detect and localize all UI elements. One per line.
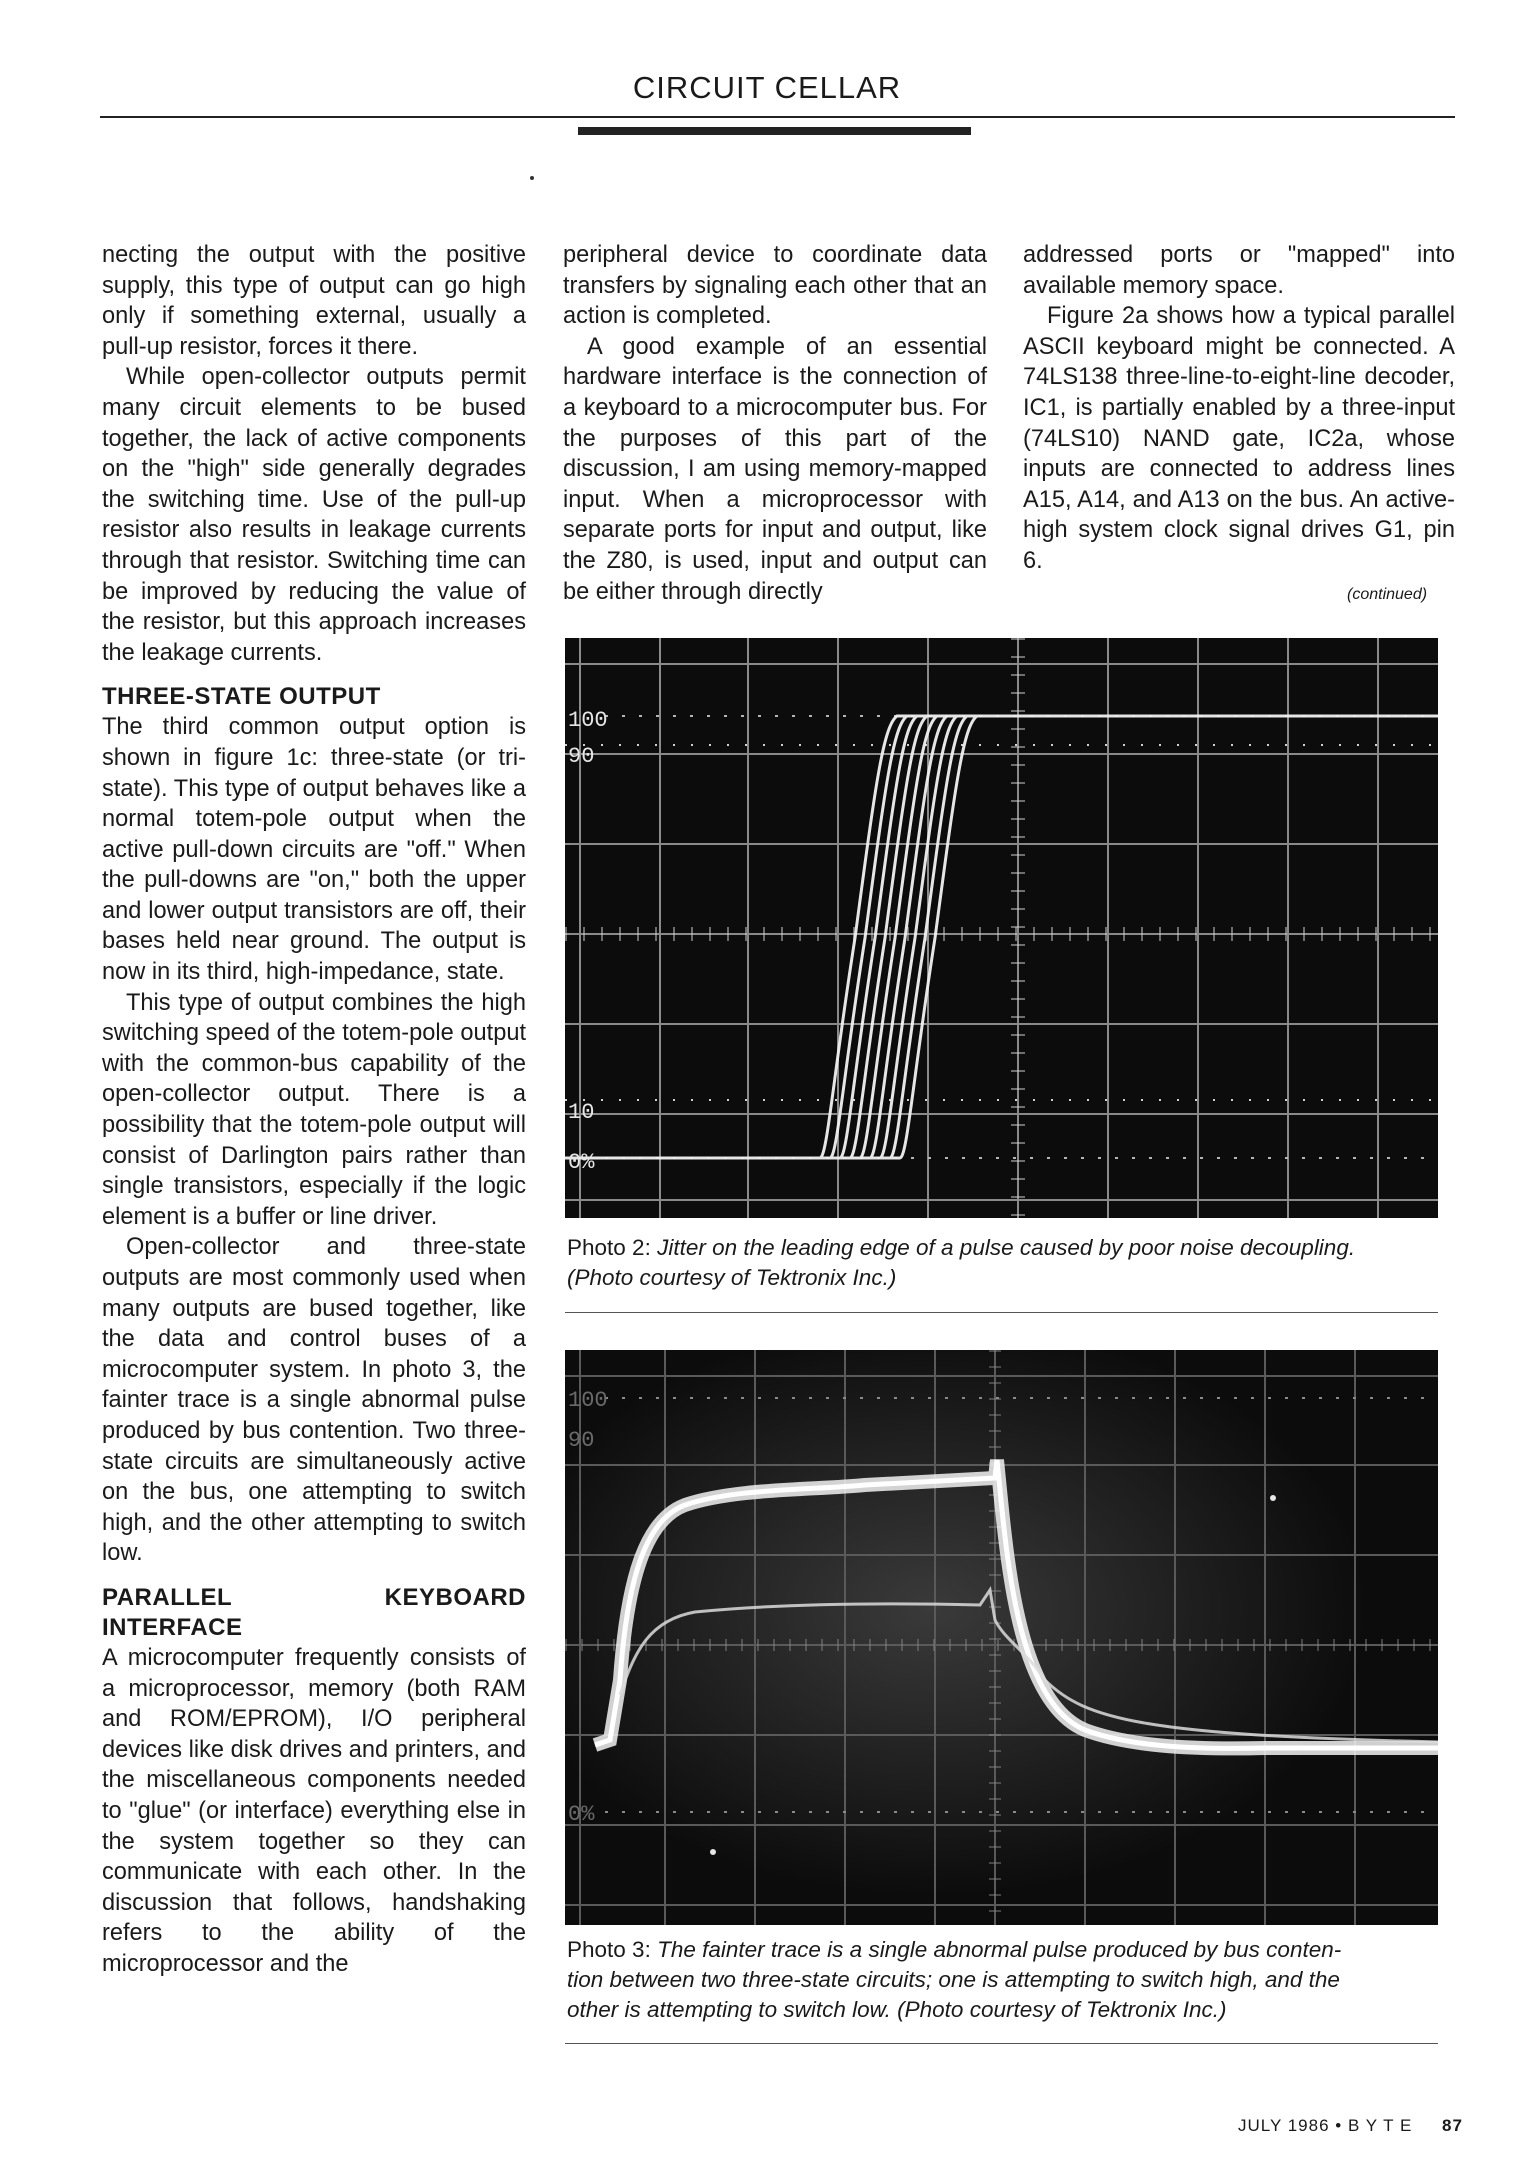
caption-text: tion between two three-state circuits; one is attempting to switch high, and the <box>567 1967 1340 1992</box>
paragraph: This type of output combines the high switching speed of the totem-pole output with the common-bus capability of the open-collector output. There is a possibility that the totem-pole output will consist of Darlington pairs rather than single transistors, especially if the logic element is a buffer or line driver. <box>102 989 526 1230</box>
scope-dot <box>710 1849 716 1855</box>
paragraph: A good example of an essential hardware interface is the connection of a keyboard to a microcomputer bus. For the purposes of this part of the discussion, I am using memory-mapped input. When a microprocessor with separate ports for input and output, like the Z80, is used, input and output can be either through directly <box>563 333 987 605</box>
section-title: CIRCUIT CELLAR <box>632 70 902 105</box>
caption-label: Photo 3: <box>567 1937 651 1962</box>
scope-label-100: 100 <box>568 1388 608 1413</box>
scope-label-90: 90 <box>568 744 595 769</box>
paragraph: While open-collector outputs permit many circuit elements to be bused together, the lack of active components on the "high" side generally degrades the switching time. Use of the pull-up resistor also results in leakage currents through that resistor. Switching time can be improved by reducing the value of the resistor, but this approach increases the leakage currents. <box>102 364 526 666</box>
caption-credit: (Photo courtesy of Tektronix Inc.) <box>567 1265 897 1290</box>
section-heading: THREE-STATE OUTPUT <box>102 683 381 711</box>
issue-line: JULY 1986 • B Y T E <box>1238 2116 1413 2135</box>
caption-label: Photo 2: <box>567 1235 651 1260</box>
stray-dot <box>530 176 534 180</box>
photo-3-oscilloscope <box>565 1350 1438 1925</box>
paragraph: The third common output option is shown in figure 1c: three-state (or tri-state). This type of output behaves like a normal totem-pole output when the active pull-down circuits are "off." When the pull-downs are "on," both the upper and lower output transistors are off, their bases held near ground. The output is now in its third, high-impedance, state. <box>102 714 526 986</box>
photo-3-caption <box>567 1935 1447 2025</box>
photo-2-oscilloscope <box>565 638 1438 1218</box>
continued-note: (continued) <box>1347 586 1428 603</box>
photo-3-scope-image <box>565 1350 1438 1925</box>
paragraph: addressed ports or "mapped" into available memory space. <box>1023 242 1455 299</box>
page-number: 87 <box>1442 2116 1463 2135</box>
paragraph: peripheral device to coordinate data transfers by signaling each other that an action is completed. <box>563 242 987 330</box>
caption-rule <box>565 1312 1438 1313</box>
photo-2-caption <box>567 1233 1447 1293</box>
caption-text: Jitter on the leading edge of a pulse caused by poor noise decoupling. <box>657 1235 1356 1260</box>
column-3 <box>1023 240 1455 577</box>
scope-dot <box>1270 1495 1276 1501</box>
column-2 <box>563 240 987 607</box>
paragraph: A microcomputer frequently consists of a microprocessor, memory (both RAM and ROM/EPROM), I/O peripheral devices like disk drives and printers, and the miscellaneous components needed to "glue" (or interface) everything else in the system together so they can communicate with each other. In the discussion that follows, handshaking refers to the ability of the microprocessor and the <box>102 1644 526 1977</box>
scope-label-90: 90 <box>568 1428 595 1453</box>
caption-rule <box>565 2043 1438 2044</box>
header-bar <box>578 127 971 135</box>
photo-2-scope-image <box>565 638 1438 1218</box>
paragraph: Open-collector and three-state outputs are most commonly used when many outputs are bused together, like the data and control buses of a microcomputer system. In photo 3, the fainter trace is a single abnormal pulse produced by bus contention. Two three-state circuits are simultaneously active on the bus, one attempting to switch high, and the other attempting to switch low. <box>102 1234 526 1567</box>
caption-credit: other is attempting to switch low. (Photo courtesy of Tektronix Inc.) <box>567 1997 1227 2022</box>
scope-label-0: 0% <box>568 1150 595 1175</box>
section-heading: PARALLEL KEYBOARD INTERFACE <box>102 1583 526 1641</box>
scope-label-0: 0% <box>568 1802 595 1827</box>
paragraph: Figure 2a shows how a typical parallel ASCII keyboard might be connected. A 74LS138 three-line-to-eight-line decoder, IC1, is partially enabled by a three-input (74LS10) NAND gate, IC2a, whose inputs are connected to address lines A15, A14, and A13 on the bus. An active-high system clock signal drives G1, pin 6. <box>1023 303 1455 574</box>
paragraph: necting the output with the positive supply, this type of output can go high only if something external, usually a pull-up resistor, forces it there. <box>102 242 526 360</box>
caption-text: The fainter trace is a single abnormal pulse produced by bus conten- <box>657 1937 1342 1962</box>
header-rule <box>100 116 1455 118</box>
scope-label-10: 10 <box>568 1100 595 1125</box>
scope-label-100: 100 <box>568 708 608 733</box>
column-1 <box>102 240 526 1979</box>
